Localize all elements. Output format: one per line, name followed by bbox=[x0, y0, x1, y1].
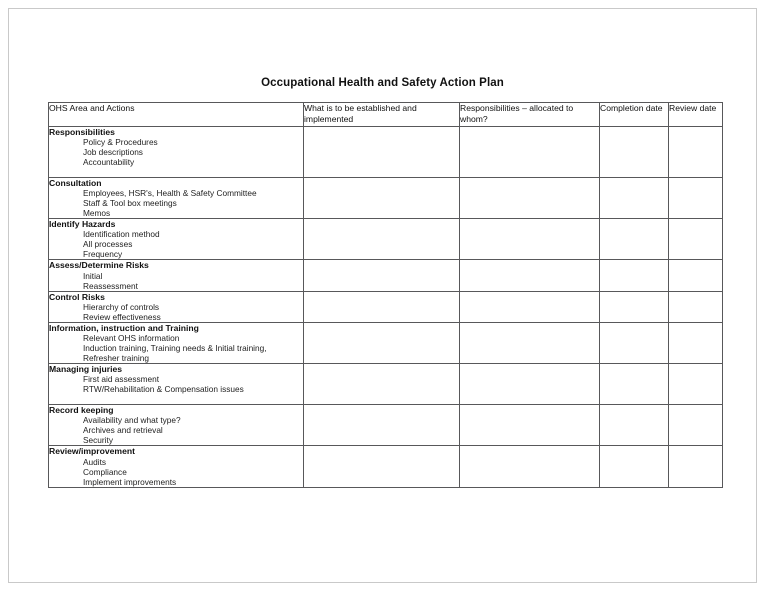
table-header-row bbox=[49, 103, 723, 127]
cell-responsibilities[interactable] bbox=[460, 260, 600, 291]
row-heading: Assess/Determine Risks bbox=[49, 260, 149, 271]
cell-responsibilities[interactable] bbox=[460, 219, 600, 260]
row-spacer bbox=[49, 167, 303, 177]
column-header-responsibilities: Responsibilities – allocated to whom? bbox=[460, 103, 600, 127]
row-sub-item: Initial bbox=[83, 270, 103, 281]
cell-review-date[interactable] bbox=[669, 126, 723, 177]
cell-review-date[interactable] bbox=[669, 178, 723, 219]
table-row bbox=[49, 260, 723, 291]
cell-ohs-area bbox=[49, 260, 304, 291]
column-header-established: What is to be established and implemented bbox=[304, 103, 460, 127]
cell-ohs-area bbox=[49, 219, 304, 260]
row-heading: Information, instruction and Training bbox=[49, 322, 199, 333]
row-sub-item: Memos bbox=[83, 208, 111, 219]
cell-completion-date[interactable] bbox=[600, 405, 669, 446]
table-body bbox=[49, 126, 723, 487]
row-sub-item: Reassessment bbox=[83, 280, 138, 291]
cell-review-date[interactable] bbox=[669, 291, 723, 322]
cell-established[interactable] bbox=[304, 126, 460, 177]
cell-completion-date[interactable] bbox=[600, 446, 669, 487]
row-sub-item: All processes bbox=[83, 239, 133, 250]
table-row bbox=[49, 405, 723, 446]
cell-established[interactable] bbox=[304, 219, 460, 260]
row-heading: Consultation bbox=[49, 178, 102, 189]
table-row bbox=[49, 322, 723, 363]
cell-ohs-area bbox=[49, 322, 304, 363]
row-sub-item: Compliance bbox=[83, 466, 127, 477]
cell-completion-date[interactable] bbox=[600, 178, 669, 219]
row-spacer bbox=[49, 394, 303, 404]
column-header-ohs-area: OHS Area and Actions bbox=[49, 103, 304, 127]
row-sub-item: Hierarchy of controls bbox=[83, 301, 160, 312]
cell-review-date[interactable] bbox=[669, 260, 723, 291]
cell-completion-date[interactable] bbox=[600, 126, 669, 177]
table-row bbox=[49, 446, 723, 487]
row-heading: Review/improvement bbox=[49, 446, 135, 457]
row-sub-item: Identification method bbox=[83, 229, 160, 240]
row-sub-item: Frequency bbox=[83, 249, 123, 260]
table-row bbox=[49, 126, 723, 177]
cell-responsibilities[interactable] bbox=[460, 291, 600, 322]
row-sub-item: Staff & Tool box meetings bbox=[83, 198, 177, 209]
table-row bbox=[49, 291, 723, 322]
cell-established[interactable] bbox=[304, 364, 460, 405]
row-heading: Identify Hazards bbox=[49, 219, 116, 230]
cell-completion-date[interactable] bbox=[600, 260, 669, 291]
cell-review-date[interactable] bbox=[669, 219, 723, 260]
row-sub-item: Archives and retrieval bbox=[83, 425, 163, 436]
row-heading: Responsibilities bbox=[49, 126, 115, 137]
row-heading: Control Risks bbox=[49, 291, 105, 302]
cell-ohs-area bbox=[49, 405, 304, 446]
table-row bbox=[49, 364, 723, 405]
cell-ohs-area bbox=[49, 291, 304, 322]
cell-completion-date[interactable] bbox=[600, 219, 669, 260]
cell-established[interactable] bbox=[304, 405, 460, 446]
cell-ohs-area bbox=[49, 178, 304, 219]
cell-responsibilities[interactable] bbox=[460, 322, 600, 363]
cell-ohs-area bbox=[49, 364, 304, 405]
cell-responsibilities[interactable] bbox=[460, 126, 600, 177]
cell-established[interactable] bbox=[304, 178, 460, 219]
row-sub-item: Refresher training bbox=[83, 353, 149, 364]
cell-ohs-area bbox=[49, 446, 304, 487]
cell-review-date[interactable] bbox=[669, 364, 723, 405]
cell-responsibilities[interactable] bbox=[460, 446, 600, 487]
cell-established[interactable] bbox=[304, 446, 460, 487]
row-heading: Record keeping bbox=[49, 405, 114, 416]
document-page bbox=[8, 8, 757, 583]
cell-responsibilities[interactable] bbox=[460, 364, 600, 405]
page-title: Occupational Health and Safety Action Plan bbox=[261, 77, 504, 89]
row-sub-item: Employees, HSR's, Health & Safety Committee bbox=[83, 188, 257, 199]
cell-review-date[interactable] bbox=[669, 322, 723, 363]
cell-responsibilities[interactable] bbox=[460, 405, 600, 446]
column-header-completion-date: Completion date bbox=[600, 103, 669, 127]
row-heading: Managing injuries bbox=[49, 364, 123, 375]
cell-ohs-area bbox=[49, 126, 304, 177]
cell-completion-date[interactable] bbox=[600, 364, 669, 405]
table-row bbox=[49, 178, 723, 219]
cell-review-date[interactable] bbox=[669, 405, 723, 446]
cell-established[interactable] bbox=[304, 291, 460, 322]
row-sub-item: Relevant OHS information bbox=[83, 333, 180, 344]
row-sub-item: Security bbox=[83, 435, 113, 446]
row-sub-item: Job descriptions bbox=[83, 147, 143, 158]
column-header-review-date: Review date bbox=[669, 103, 723, 127]
table-row bbox=[49, 219, 723, 260]
row-sub-item: Availability and what type? bbox=[83, 415, 181, 426]
row-sub-item: Induction training, Training needs & Initial training, bbox=[83, 343, 267, 354]
row-sub-item: Policy & Procedures bbox=[83, 137, 158, 148]
row-sub-item: RTW/Rehabilitation & Compensation issues bbox=[83, 384, 244, 395]
row-sub-item: Audits bbox=[83, 456, 107, 467]
table-header bbox=[49, 103, 723, 127]
row-sub-item: Implement improvements bbox=[83, 476, 177, 487]
action-plan-table bbox=[48, 102, 723, 488]
row-sub-item: Review effectiveness bbox=[83, 311, 161, 322]
row-sub-item: First aid assessment bbox=[83, 374, 160, 385]
cell-review-date[interactable] bbox=[669, 446, 723, 487]
cell-completion-date[interactable] bbox=[600, 322, 669, 363]
cell-established[interactable] bbox=[304, 322, 460, 363]
cell-responsibilities[interactable] bbox=[460, 178, 600, 219]
row-sub-item: Accountability bbox=[83, 157, 135, 168]
cell-established[interactable] bbox=[304, 260, 460, 291]
cell-completion-date[interactable] bbox=[600, 291, 669, 322]
